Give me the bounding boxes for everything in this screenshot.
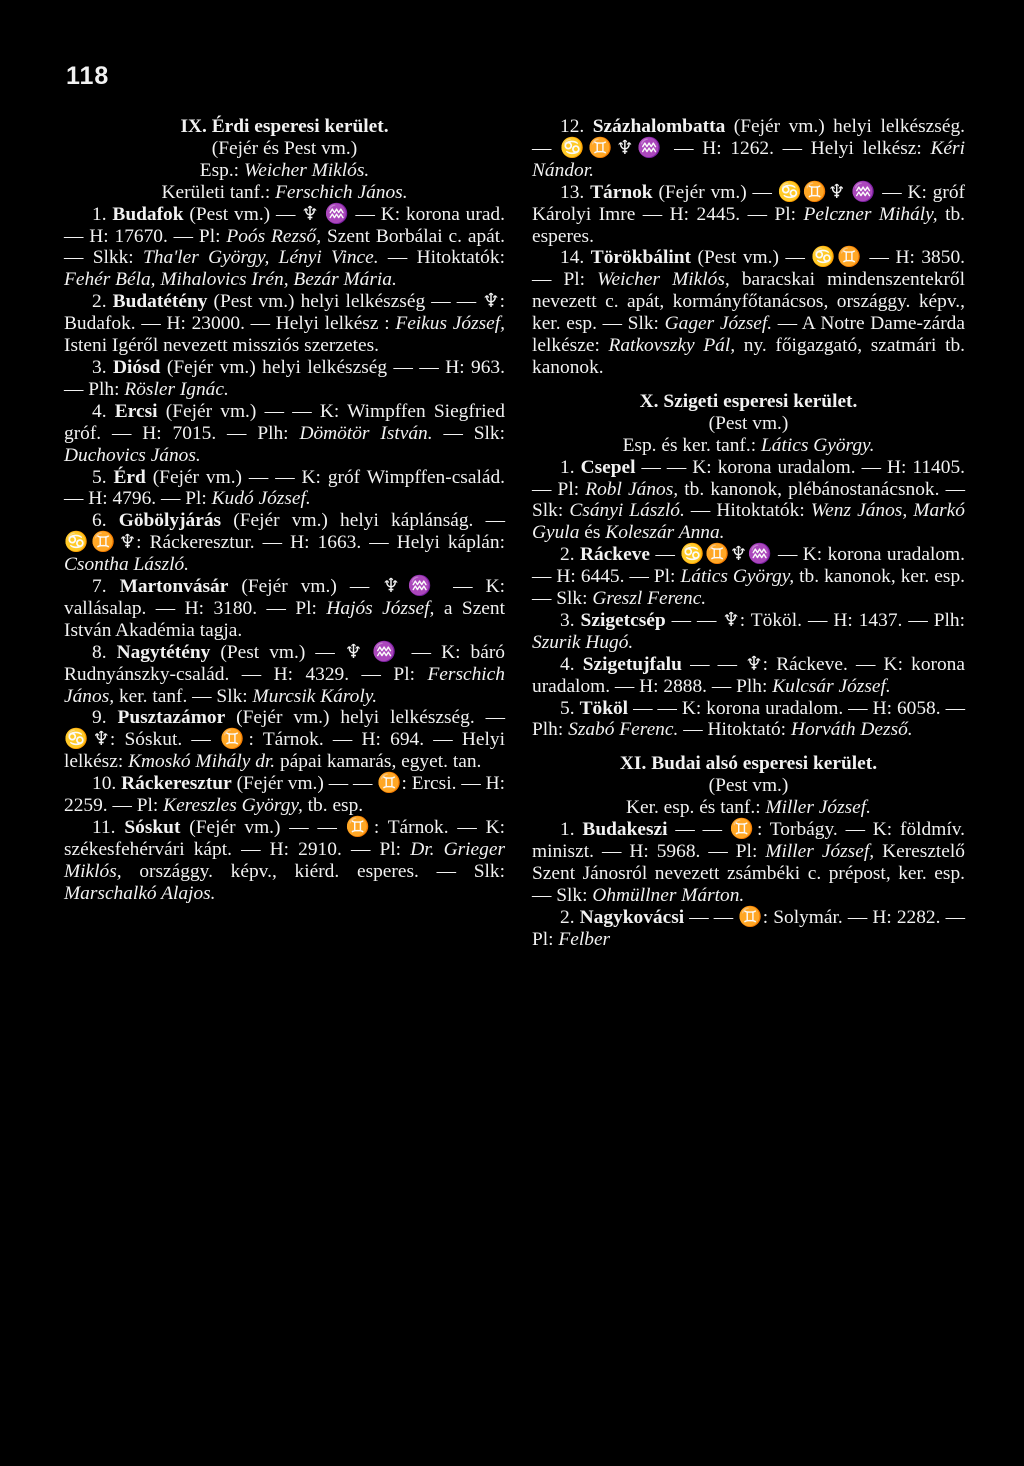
entry-text: (Fejér vm.) — — K: gróf Wimpffen-család. — H: 4796. — Pl: [64, 466, 505, 510]
entry-text: ny. főigazgató, szatmári tb. kanonok. [532, 335, 966, 378]
person-name: Horváth Dezső. [790, 719, 913, 741]
entry-text: — — ♊: Torbágy. — K: földmív. miniszt. — H: 5968. — Pl: [532, 819, 965, 862]
person-name: Csontha László. [64, 554, 189, 576]
parish-entry [64, 642, 505, 708]
section-number: IX. [180, 116, 207, 137]
entry-text: — — ♊: Solymár. — H: 2282. — Pl: [532, 906, 965, 950]
entry-text: (Fejér vm.) — — ♊: Tárnok. — K: székesfehérvári kápt. — H: 2910. — Pl: [64, 817, 505, 860]
parish-entry [64, 291, 505, 357]
entry-text: tb. esperes. [532, 203, 965, 247]
parish-entry [532, 610, 965, 654]
person-name: Wenz János, Markó Gyula [532, 500, 965, 544]
entry-number: 5. [92, 466, 107, 488]
parish-name: Budatétény [112, 291, 208, 313]
section-county: (Pest vm.) [708, 775, 789, 797]
section-number: X. [639, 390, 659, 412]
entry-text: (Fejér vm.) helyi lelkészség. — ♋♆: Sóskut. — ♊: Tárnok. — H: 694. — Helyi lelkész: [64, 707, 505, 773]
entry-text: — — ♆: Tököl. — H: 1437. — Plh: [671, 609, 965, 631]
entry-text: — — K: korona uradalom. — H: 11405. — Pl: [532, 456, 965, 500]
section-name: Érdi esperesi kerület. [211, 116, 389, 137]
section-tanf [64, 182, 505, 204]
entry-number: 3. [560, 609, 575, 631]
parish-entry [64, 510, 505, 576]
parish-entry [532, 247, 965, 378]
entry-text: (Fejér vm.) — ♆♒ — K: vallásalap. — H: 3180. — Pl: [64, 576, 505, 619]
person-name: Koleszár Anna. [605, 522, 725, 544]
person-name: Duchovics János. [64, 444, 201, 466]
entry-text: országgy. képv., kiérd. esperes. — Slk: [139, 860, 505, 882]
entry-number: 2. [560, 906, 575, 928]
parish-name: Diósd [113, 356, 161, 378]
section-name: Budai alsó esperesi kerület. [651, 753, 878, 775]
person-name: Pelczner Mihály, [803, 203, 938, 225]
entry-text: (Fejér vm.) — — ♊: Ercsi. — H: 2259. — Pl: [64, 773, 505, 817]
person-name: Kereszles György, [163, 795, 303, 817]
entry-number: 4. [560, 653, 575, 675]
entry-text: — — K: korona uradalom. — H: 6058. — Plh: [532, 697, 965, 741]
entry-text: baracskai mindenszentekről nevezett c. apát, kormányfőtanácsos, országgy. képv., ker. esp. — Slk: [532, 269, 965, 335]
section-esp [532, 797, 965, 819]
entry-text: (Fejér vm.) helyi káplánság. — ♋♊♆: Ráckeresztur. — H: 1663. — Helyi káplán: [64, 510, 505, 554]
person-name: Rösler Ignác. [124, 378, 229, 400]
entry-text: — Slk: [443, 422, 505, 444]
section-county: (Fejér és Pest vm.) [211, 137, 358, 159]
section-number: XI. [619, 753, 647, 775]
person-name: Kulcsár József. [772, 675, 891, 697]
parish-name: Szigetujfalu [582, 653, 682, 675]
parish-entry [532, 819, 965, 907]
entry-text: tb. kanonok, ker. esp. — Slk: [532, 566, 965, 610]
esp-label: Esp.: [199, 159, 240, 181]
parish-name: Göbölyjárás [118, 510, 222, 532]
person-name: Dr. Grieger Miklós, [64, 838, 505, 882]
section-title-xi [532, 753, 965, 775]
entry-number: 2. [92, 291, 107, 313]
person-name: Dömötör István. [299, 422, 433, 444]
person-name: Murcsik Károly. [252, 685, 378, 707]
parish-name: Sóskut [124, 817, 181, 838]
entry-number: 8. [92, 641, 107, 663]
entry-text: Szent Borbálai c. apát. — Slkk: [64, 225, 505, 269]
left-column [64, 116, 505, 905]
parish-name: Martonvásár [119, 576, 229, 598]
parish-entry [532, 544, 965, 610]
entry-text: — — ♆: Ráckeve. — K: korona uradalom. — H: 2888. — Plh: [532, 653, 965, 697]
right-column [532, 116, 965, 951]
parish-name: Szigetcsép [580, 609, 666, 631]
parish-name: Pusztazámor [117, 707, 226, 729]
parish-name: Nagytétény [116, 641, 211, 663]
parish-entry [64, 467, 505, 511]
entry-number: 7. [92, 576, 107, 598]
person-name: Csányi László. [569, 500, 685, 522]
section-name: Szigeti esperesi kerület. [663, 390, 858, 412]
person-name: Marschalkó Alajos. [64, 882, 216, 904]
parish-entry [64, 357, 505, 401]
entry-number: 10. [92, 773, 117, 795]
esp-label: Ker. esp. és tanf.: [625, 797, 761, 819]
person-name: Poós Rezső, [226, 225, 322, 247]
entry-text: (Fejér vm.) helyi lelkészség — — H: 963. — Plh: [64, 356, 505, 400]
parish-name: Százhalombatta [592, 116, 726, 137]
entry-number: 12. [560, 116, 585, 137]
parish-entry [532, 457, 965, 545]
page-number: 118 [66, 62, 110, 90]
entry-text: (Fejér vm.) — ♋♊♆ ♒ — K: gróf Károlyi Imre — H: 2445. — Pl: [532, 181, 965, 225]
parish-entry [532, 182, 965, 248]
entry-text: és [584, 522, 601, 544]
person-name: Kudó József. [211, 488, 311, 510]
entry-number: 1. [560, 456, 575, 478]
entry-text: a Szent István Akadémia tagja. [64, 597, 505, 641]
section-county: (Pest vm.) [708, 412, 789, 434]
parish-entry [532, 907, 965, 951]
parish-entry [64, 707, 505, 773]
person-name: Fehér Béla, Mihalovics Irén, Bezár Mária. [64, 269, 397, 291]
parish-entry [64, 401, 505, 467]
person-name: Robl János, [585, 478, 679, 500]
entry-number: 3. [92, 356, 107, 378]
entry-text: — A Notre Dame-zárda lelkésze: [532, 313, 965, 357]
section-title-x [532, 391, 965, 413]
parish-name: Ercsi [114, 400, 158, 422]
entry-number: 1. [92, 203, 107, 225]
entry-number: 5. [560, 697, 575, 719]
parish-name: Tárnok [590, 181, 653, 203]
entry-text: (Fejér vm.) helyi lelkészség. — ♋♊♆♒ — H: 1262. — Helyi lelkész: [532, 116, 965, 159]
parish-name: Nagykovácsi [579, 906, 685, 928]
entry-text: ker. tanf. — Slk: [118, 685, 248, 707]
entry-text: — Hitoktatók: [690, 500, 805, 522]
entry-text: (Pest vm.) helyi lelkészség — — ♆: Budafok. — H: 23000. — Helyi lelkész : [64, 291, 505, 335]
person-name: Szurik Hugó. [532, 631, 634, 653]
parish-name: Budafok [112, 203, 184, 225]
person-name: Felber [558, 928, 611, 950]
entry-number: 14. [560, 247, 585, 269]
parish-name: Budakeszi [582, 819, 668, 841]
person-name: Kéri Nándor. [532, 137, 965, 181]
section-title-ix [64, 116, 505, 138]
parish-entry [64, 773, 505, 817]
tanf-label: Kerületi tanf.: [161, 181, 271, 203]
entry-number: 6. [92, 510, 107, 532]
person-name: Hajós József, [326, 597, 435, 619]
parish-name: Tököl [579, 697, 629, 719]
entry-number: 11. [92, 817, 116, 838]
entry-number: 2. [560, 544, 575, 566]
entry-text: tb. kanonok, plébánostanácsnok. — Slk: [532, 478, 965, 522]
entry-text: — ♋♊♆♒ — K: korona uradalom. — H: 6445. — Pl: [532, 544, 965, 588]
entry-text: pápai kamarás, egyet. tan. [280, 751, 482, 773]
esp-label: Esp. és ker. tanf.: [622, 434, 757, 456]
parish-entry [532, 654, 965, 698]
person-name: Tha'ler György, Lényi Vince. [142, 247, 379, 269]
esp-name: Látics György. [760, 434, 875, 456]
person-name: Greszl Ferenc. [592, 588, 707, 610]
entry-text: — Hitoktató: [683, 719, 787, 741]
parish-entry [64, 576, 505, 642]
person-name: Feikus József, [395, 313, 506, 335]
esp-name: Miller József. [765, 797, 872, 819]
person-name: Gager József. [664, 313, 773, 335]
entry-number: 13. [560, 181, 585, 203]
person-name: Ohmüllner Márton. [592, 884, 745, 906]
person-name: Ferschich János, [64, 663, 505, 707]
entry-text: (Pest vm.) — ♆ ♒ — K: báró Rudnyánszky-család. — H: 4329. — Pl: [64, 641, 505, 685]
parish-entry [532, 116, 965, 182]
entry-number: 1. [560, 819, 575, 841]
entry-number: 9. [92, 707, 107, 729]
parish-name: Ráckeve [580, 544, 650, 566]
entry-text: Isteni Igéről nevezett missziós szerzetes. [64, 335, 379, 357]
parish-name: Ráckeresztur [121, 773, 232, 795]
person-name: Ratkovszky Pál, [608, 335, 736, 357]
esp-name: Weicher Miklós. [243, 159, 370, 181]
section-esp [64, 160, 505, 182]
section-esp [532, 435, 965, 457]
parish-name: Törökbálint [590, 247, 691, 269]
entry-text: (Fejér vm.) — — K: Wimpffen Siegfried gróf. — H: 7015. — Plh: [64, 400, 505, 444]
entry-number: 4. [92, 400, 107, 422]
entry-text: (Pest vm.) — ♆ ♒ — K: korona urad. — H: 17670. — Pl: [64, 203, 505, 247]
entry-text: tb. esp. [307, 795, 364, 817]
parish-entry [64, 204, 505, 292]
person-name: Látics György, [680, 566, 795, 588]
person-name: Kmoskó Mihály dr. [128, 751, 276, 773]
person-name: Szabó Ferenc. [568, 719, 679, 741]
entry-text: Keresztelő Szent Jánosról nevezett zsámbéki c. prépost, ker. esp. — Slk: [532, 841, 965, 906]
person-name: Weicher Miklós, [597, 269, 730, 291]
tanf-name: Ferschich János. [275, 181, 408, 203]
entry-text: — Hitoktatók: [387, 247, 505, 269]
parish-name: Érd [113, 466, 146, 488]
parish-name: Csepel [580, 456, 636, 478]
parish-entry [64, 817, 505, 905]
parish-entry [532, 698, 965, 742]
entry-text: (Pest vm.) — ♋♊ — H: 3850. — Pl: [532, 247, 965, 291]
person-name: Miller József, [765, 841, 875, 862]
